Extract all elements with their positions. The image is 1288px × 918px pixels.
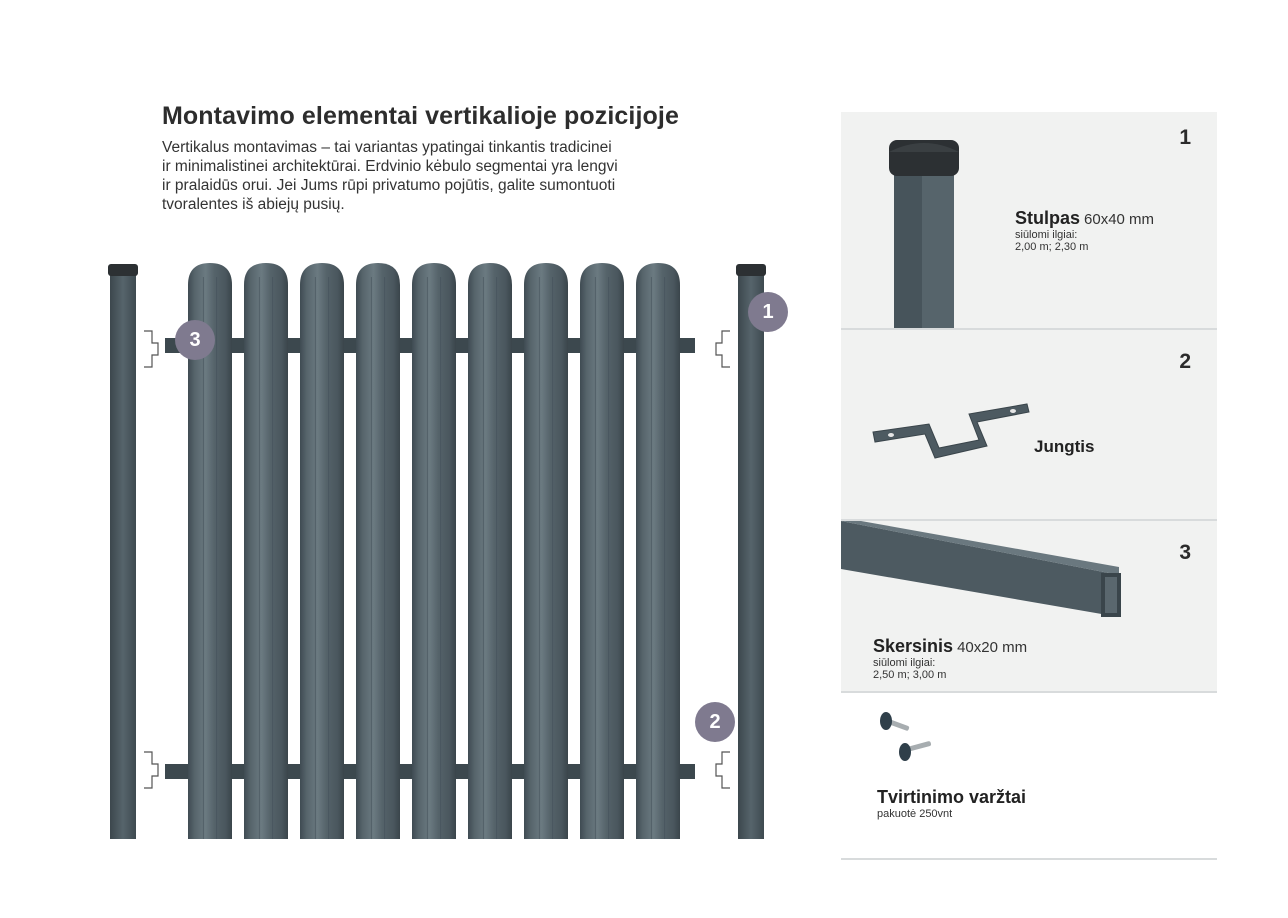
fence-picket (244, 263, 288, 839)
part-sub-line: siūlomi ilgiai: (873, 657, 936, 669)
fence-picket (468, 263, 512, 839)
fence-picket (412, 263, 456, 839)
fence-picket (356, 263, 400, 839)
rail-icon (841, 521, 1141, 631)
part-card-post (841, 112, 1217, 330)
fence-picket (300, 263, 344, 839)
intro-text (162, 138, 762, 214)
screws-icon (877, 711, 957, 781)
part-number: 1 (1179, 126, 1191, 149)
part-card-rail (841, 521, 1217, 693)
part-label (873, 636, 1027, 681)
intro-line: tvoralentes iš abiejų pusių. (162, 196, 345, 213)
intro-line: ir pralaidūs orui. Jei Jums rūpi privatumo pojūtis, galite sumontuoti (162, 177, 616, 194)
part-label (1015, 208, 1154, 253)
intro-line: ir minimalistinei architektūrai. Erdvinio kėbulo segmentai yra lengvi (162, 158, 618, 175)
part-number: 2 (1179, 350, 1191, 373)
part-sub-line: siūlomi ilgiai: (1015, 229, 1078, 241)
page-title: Montavimo elementai vertikalioje pozicijoje (162, 102, 679, 130)
part-sub-line: 2,50 m; 3,00 m (873, 669, 947, 681)
fence-picket (524, 263, 568, 839)
pickets (188, 263, 680, 839)
callout-badge-2: 2 (695, 702, 735, 742)
part-name: Stulpas (1015, 208, 1081, 228)
part-dimensions: 40x20 mm (957, 639, 1028, 656)
part-label (877, 787, 1026, 820)
part-number: 3 (1179, 541, 1191, 564)
part-name: Skersinis (873, 636, 954, 656)
intro-line: Vertikalus montavimas – tai variantas ypatingai tinkantis tradicinei (162, 139, 612, 156)
post-icon (877, 112, 997, 328)
right-post (736, 264, 766, 839)
fence-illustration (100, 255, 800, 845)
callout-badge-1: 1 (748, 292, 788, 332)
left-post (108, 264, 138, 839)
bracket-icon (869, 380, 1049, 480)
part-label (1034, 437, 1094, 457)
fence-picket (636, 263, 680, 839)
part-name: Jungtis (1034, 437, 1095, 456)
part-dimensions: 60x40 mm (1084, 211, 1155, 228)
part-name: Tvirtinimo varžtai (877, 787, 1027, 807)
callout-badge-3: 3 (175, 320, 215, 360)
part-sub-line: pakuotė 250vnt (877, 808, 953, 820)
fence-picket (580, 263, 624, 839)
part-sub-line: 2,00 m; 2,30 m (1015, 241, 1089, 253)
part-card-screws (841, 693, 1217, 860)
part-card-bracket (841, 330, 1217, 521)
